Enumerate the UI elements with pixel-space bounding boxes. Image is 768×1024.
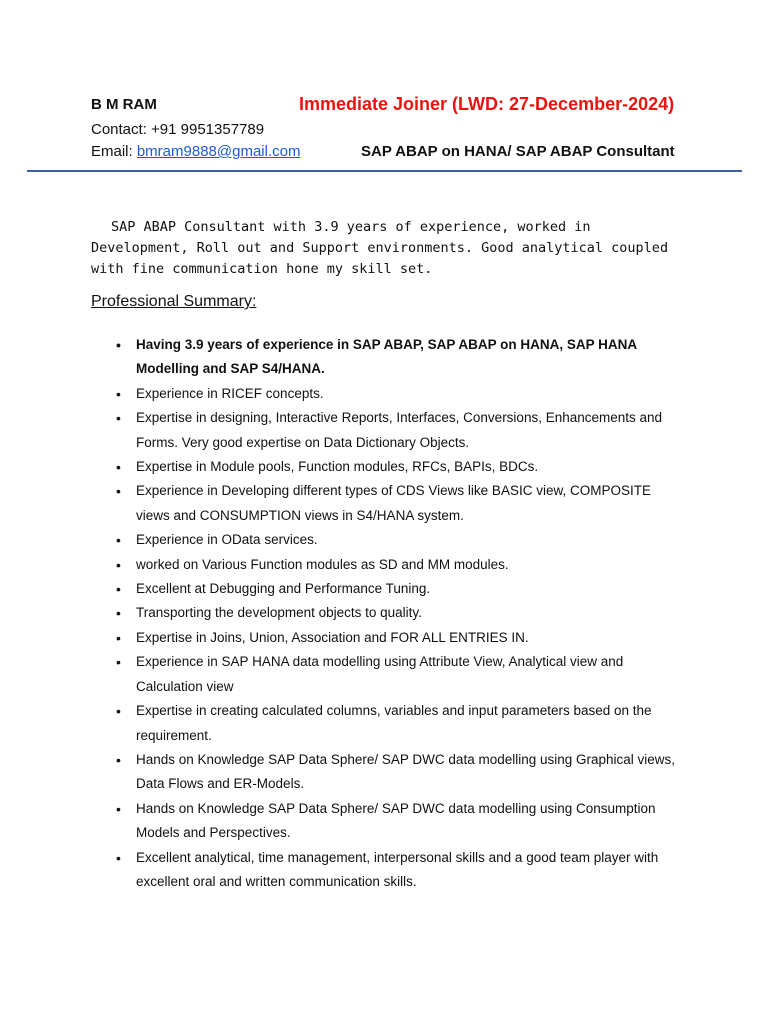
professional-summary-heading: Professional Summary:	[91, 293, 257, 310]
list-item: • Hands on Knowledge SAP Data Sphere/ SAP DWC data modelling using Graphical views, Data Flows and ER-Models.	[116, 748, 678, 797]
email-line	[91, 143, 300, 160]
list-item: • worked on Various Function modules as SD and MM modules.	[116, 553, 678, 577]
list-item: • Hands on Knowledge SAP Data Sphere/ SAP DWC data modelling using Consumption Models and Perspectives.	[116, 797, 678, 846]
candidate-name: B M RAM	[91, 96, 157, 113]
list-item: • Expertise in Joins, Union, Association and FOR ALL ENTRIES IN.	[116, 626, 678, 650]
list-item: • Having 3.9 years of experience in SAP ABAP, SAP ABAP on HANA, SAP HANA Modelling and SAP S4/HANA.	[116, 333, 678, 382]
list-item: • Expertise in Module pools, Function modules, RFCs, BAPIs, BDCs.	[116, 455, 678, 479]
email-link[interactable]: bmram9888@gmail.com	[136, 143, 301, 160]
email-label: Email:	[91, 143, 137, 160]
list-item: • Experience in Developing different types of CDS Views like BASIC view, COMPOSITE views and CONSUMPTION views in S4/HANA system.	[116, 479, 678, 528]
list-item: • Experience in RICEF concepts.	[116, 382, 678, 406]
header-divider	[27, 170, 742, 172]
joiner-status: Immediate Joiner (LWD: 27-December-2024)	[299, 94, 675, 114]
list-item: • Expertise in creating calculated columns, variables and input parameters based on the requirement.	[116, 699, 678, 748]
list-item: • Transporting the development objects to quality.	[116, 601, 678, 625]
list-item: • Excellent at Debugging and Performance Tuning.	[116, 577, 678, 601]
intro-paragraph: SAP ABAP Consultant with 3.9 years of experience, worked in Development, Roll out and Support environments. Good analytical coupled with fine communication hone my skill set.	[91, 219, 669, 277]
list-item: • Experience in SAP HANA data modelling using Attribute View, Analytical view and Calculation view	[116, 650, 678, 699]
contact-line: Contact: +91 9951357789	[91, 121, 265, 138]
list-item: • Experience in OData services.	[116, 528, 678, 552]
list-item: • Excellent analytical, time management, interpersonal skills and a good team player with excellent oral and written communication skills.	[116, 846, 678, 895]
list-item: • Expertise in designing, Interactive Reports, Interfaces, Conversions, Enhancements and Forms. Very good expertise on Data Dictionary Objects.	[116, 406, 678, 455]
role-title: SAP ABAP on HANA/ SAP ABAP Consultant	[361, 143, 675, 160]
summary-list	[116, 333, 678, 894]
